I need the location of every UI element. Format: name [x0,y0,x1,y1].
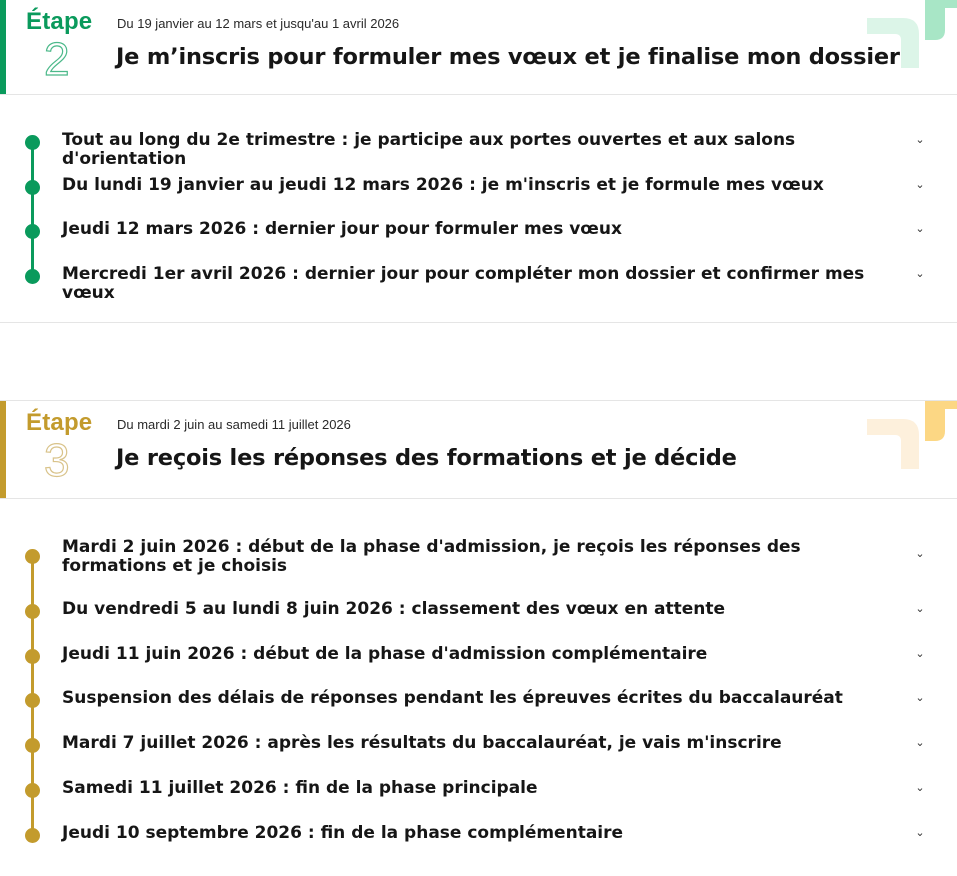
step-2-divider [0,322,957,323]
timeline-item-label: Jeudi 12 mars 2026 : dernier jour pour formuler mes vœux [62,219,622,239]
step-2-timeline-line [31,141,34,275]
chevron-down-icon[interactable]: ⌄ [915,602,925,615]
step-2-label: Étape [26,8,93,35]
timeline-item-label: Mercredi 1er avril 2026 : dernier jour pour compléter mon dossier et confirmer mes vœux [62,264,865,303]
timeline-dot [25,649,40,664]
step-3-header [0,400,957,499]
chevron-down-icon[interactable]: ⌄ [915,267,925,280]
step-2-dates: Du 19 janvier au 12 mars et jusqu'au 1 avril 2026 [117,16,400,31]
timeline-item-label: Jeudi 11 juin 2026 : début de la phase d'admission complémentaire [62,644,708,664]
chevron-down-icon[interactable]: ⌄ [915,133,925,146]
step-2-title: Je m’inscris pour formuler mes vœux et je finalise mon dossier [116,44,900,70]
step-3-dates: Du mardi 2 juin au samedi 11 juillet 2026 [117,417,351,432]
timeline-item-label: Jeudi 10 septembre 2026 : fin de la phase complémentaire [62,823,624,843]
step-2-timeline [0,95,957,323]
timeline-item-label: Mardi 7 juillet 2026 : après les résultats du baccalauréat, je vais m'inscrire [62,733,782,753]
chevron-down-icon[interactable]: ⌄ [915,736,925,749]
step-2-section [0,0,957,323]
timeline-dot [25,180,40,195]
timeline-item-label: Samedi 11 juillet 2026 : fin de la phase principale [62,778,538,798]
timeline-item-label: Suspension des délais de réponses pendant les épreuves écrites du baccalauréat [62,688,843,708]
step-3-label: Étape [26,409,93,436]
chevron-down-icon[interactable]: ⌄ [915,826,925,839]
timeline-item-label: Mardi 2 juin 2026 : début de la phase d'admission, je reçois les réponses des formations et je choisis [62,537,801,576]
step-3-accent-bar [0,401,6,498]
timeline-dot [25,604,40,619]
chevron-down-icon[interactable]: ⌄ [915,647,925,660]
step-3-title: Je reçois les réponses des formations et je décide [116,445,737,471]
chevron-down-icon[interactable]: ⌄ [915,691,925,704]
timeline-dot [25,549,40,564]
chevron-down-icon[interactable]: ⌄ [915,178,925,191]
chevron-down-icon[interactable]: ⌄ [915,222,925,235]
chevron-down-icon[interactable]: ⌄ [915,547,925,560]
step-3-section [0,400,957,876]
step-2-accent-bar [0,0,6,94]
step-3-corner-decoration-icon [867,401,957,476]
timeline-item-label: Tout au long du 2e trimestre : je participe aux portes ouvertes et aux salons d'orientation [62,130,796,169]
step-3-number: 3 [44,434,70,486]
timeline-dot [25,135,40,150]
step-2-corner-decoration-icon [867,0,957,75]
step-2-number: 2 [44,33,70,85]
timeline-dot [25,738,40,753]
timeline-item-label: Du lundi 19 janvier au jeudi 12 mars 2026 : je m'inscris et je formule mes vœux [62,175,824,195]
timeline-dot [25,269,40,284]
timeline-dot [25,224,40,239]
timeline-dot [25,693,40,708]
timeline-dot [25,783,40,798]
chevron-down-icon[interactable]: ⌄ [915,781,925,794]
step-2-header [0,0,957,95]
timeline-dot [25,828,40,843]
step-3-timeline [0,499,957,876]
timeline-item-label: Du vendredi 5 au lundi 8 juin 2026 : classement des vœux en attente [62,599,726,619]
